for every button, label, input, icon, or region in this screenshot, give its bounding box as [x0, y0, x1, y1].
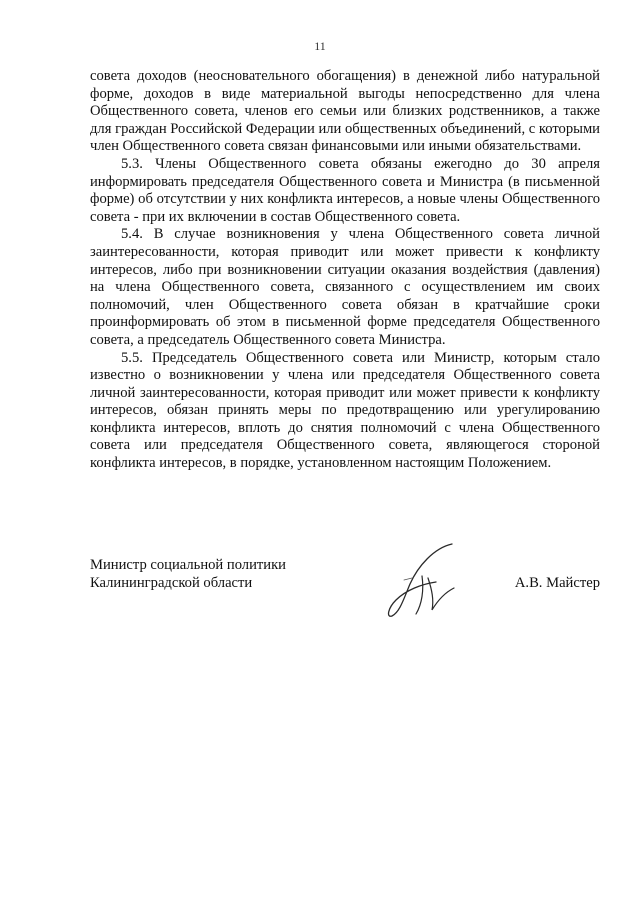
paragraph-5-5: 5.5. Председатель Общественного совета или Министр, которым стало известно о возникновении у члена или председателя Общественного совета личной заинтересованности, которая приводит или может привести к конфликту интересов, обязан принять меры по предотвращению или урегулированию конфликта интересов, вплоть до снятия полномочий с члена Общественного совета или председателя Общественного совета, являющегося стороной конфликта интересов, в порядке, установленном настоящим Положением. [90, 349, 600, 472]
paragraph-continuation: совета доходов (неосновательного обогащения) в денежной либо натуральной форме, доходов в виде материальной выгоды непосредственно для члена Общественного совета, членов его семьи или близких родственников, а также для граждан Российской Федерации или общественных объединений, с которыми член Общественного совета связан финансовыми или иными обязательствами. [90, 68, 600, 155]
signature-block [90, 556, 600, 626]
signatory-title-line2: Калининградской области [90, 575, 253, 591]
signatory-name: А.В. Майстер [514, 575, 600, 591]
document-body [90, 68, 600, 473]
page-number: 11 [314, 39, 326, 53]
paragraph-5-4: 5.4. В случае возникновения у члена Общественного совета личной заинтересованности, которая приводит или может привести к конфликту интересов, либо при возникновении ситуации оказания воздействия (давления) на члена Общественного совета, связанного с осуществлением им своих полномочий, член Общественного совета обязан в кратчайшие сроки проинформировать об этом в письменной форме председателя Общественного совета, а председатель Общественного совета Министра. [90, 226, 600, 348]
handwritten-signature-icon [382, 538, 472, 622]
signatory-title [90, 556, 286, 592]
paragraph-5-3: 5.3. Члены Общественного совета обязаны ежегодно до 30 апреля информировать председателя Общественного совета и Министра (в письменной форме) об отсутствии у них конфликта интересов, а новые члены Общественного совета - при их включении в состав Общественного совета. [90, 155, 600, 225]
signatory-title-line1: Министр социальной политики [90, 557, 286, 573]
